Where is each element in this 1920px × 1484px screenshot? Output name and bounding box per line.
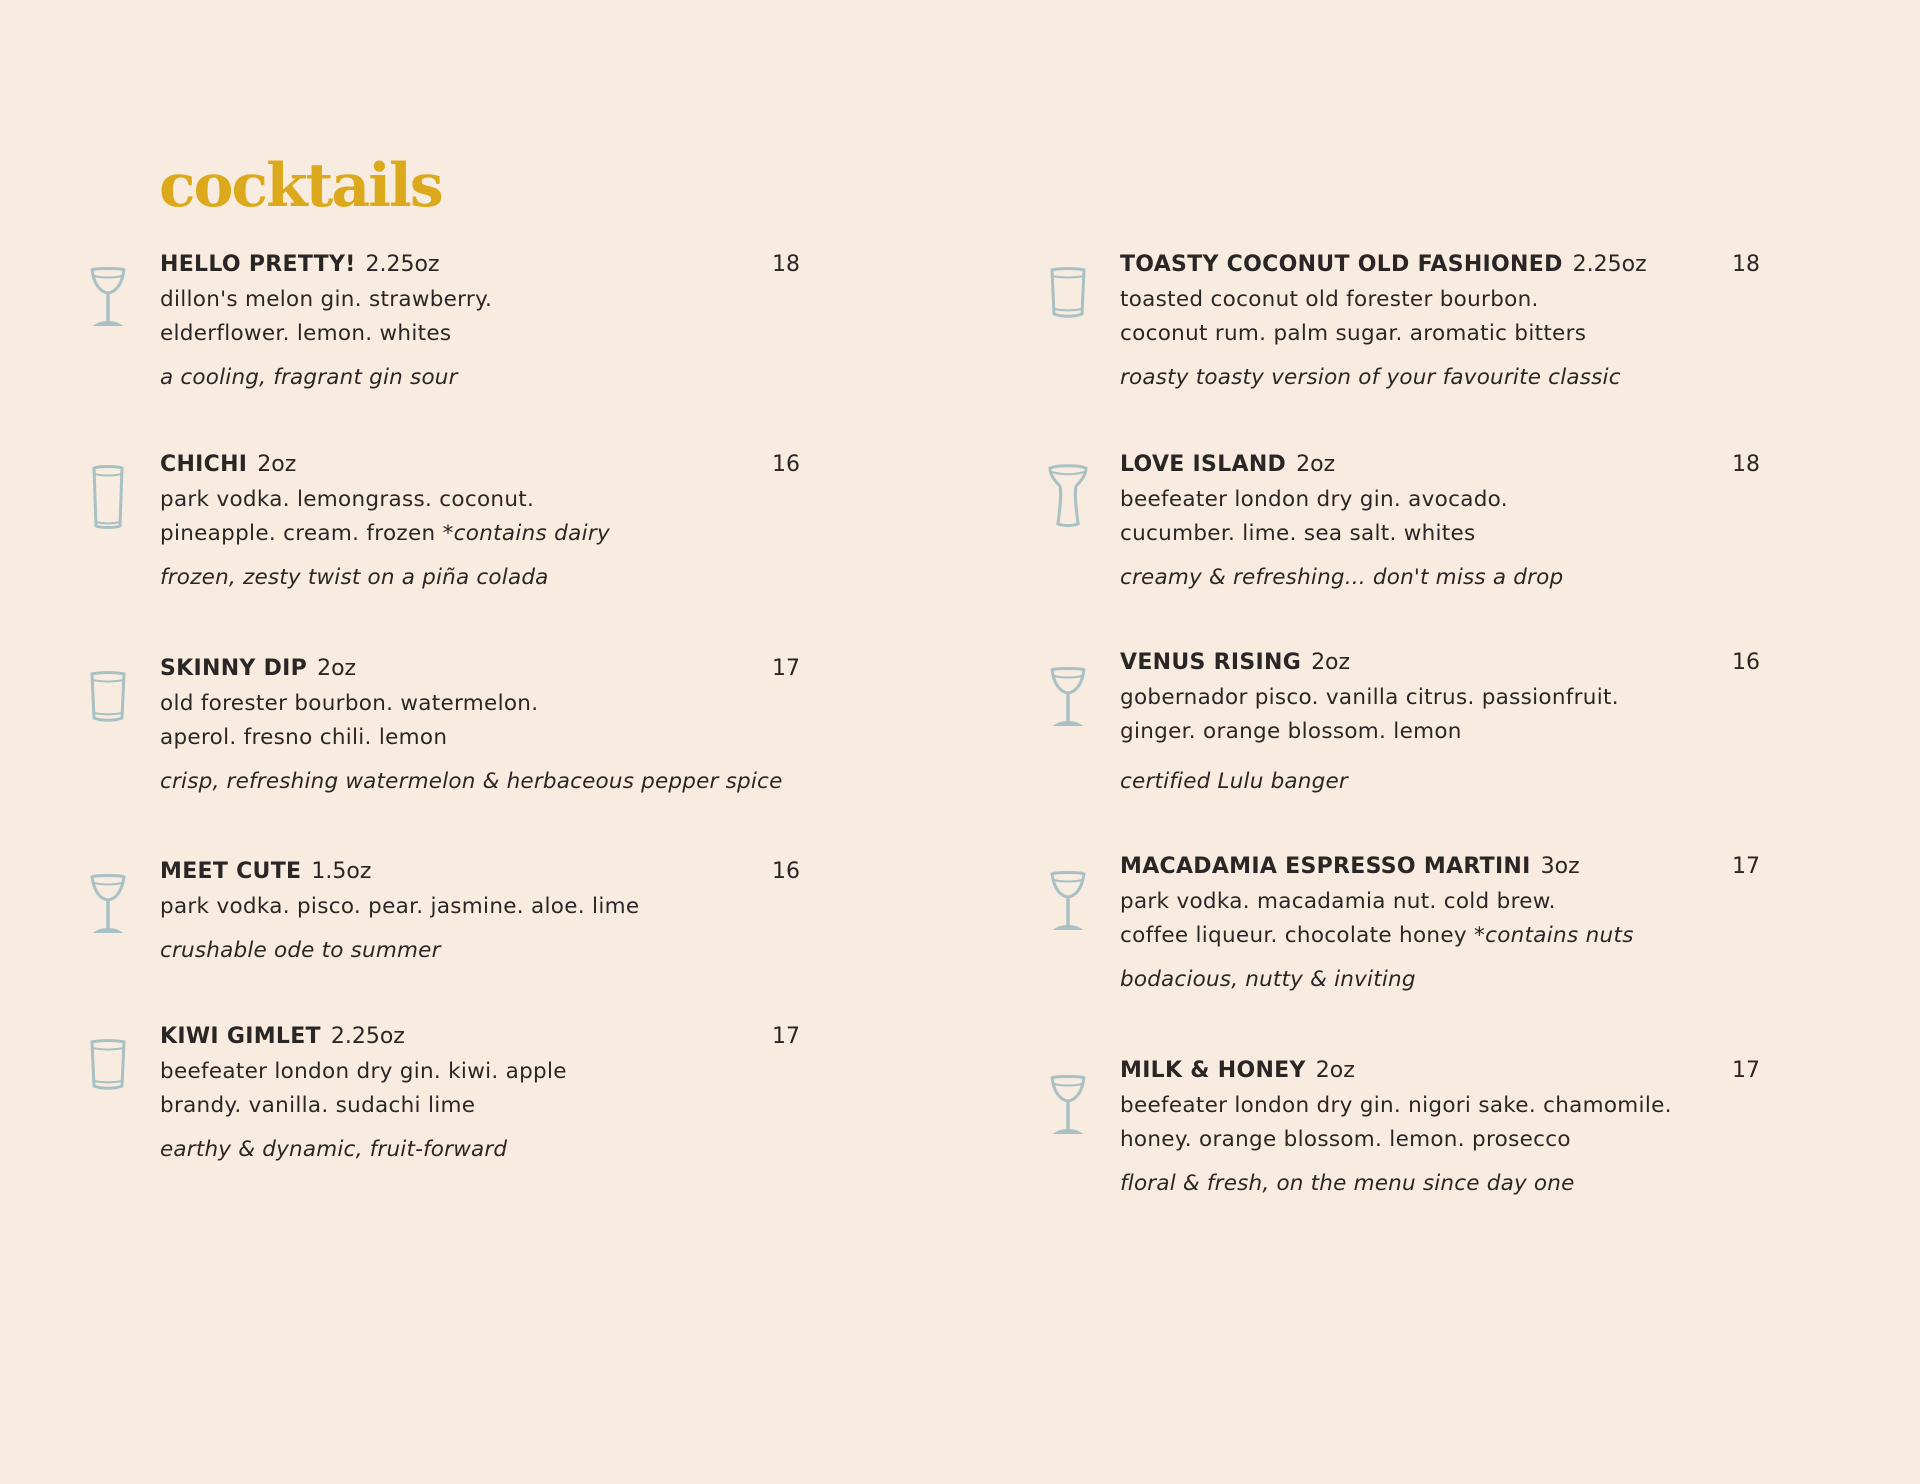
item-allergen-note: *contains dairy [442, 521, 611, 546]
item-allergen-note: *contains nuts [1474, 923, 1634, 948]
item-pour: 2oz [1296, 452, 1336, 477]
item-ingredients: beefeater london dry gin. kiwi. apple brandy. vanilla. sudachi lime [160, 1059, 567, 1118]
item-price: 17 [1732, 854, 1760, 879]
coupe-glass-icon [1046, 662, 1090, 732]
menu-item-macadamia-espresso-martini [1120, 850, 1760, 997]
menu-item-hello-pretty [160, 248, 800, 395]
menu-item-love-island [1120, 448, 1760, 595]
item-tagline: crisp, refreshing watermelon & herbaceous pepper spice [160, 769, 783, 794]
item-price: 18 [1732, 452, 1760, 477]
item-tagline: roasty toasty version of your favourite classic [1120, 365, 1621, 390]
item-tagline: bodacious, nutty & inviting [1120, 967, 1416, 992]
hurricane-glass-icon [1046, 462, 1090, 532]
item-ingredients: toasted coconut old forester bourbon. coconut rum. palm sugar. aromatic bitters [1120, 287, 1587, 346]
item-ingredients: dillon's melon gin. strawberry. elderflower. lemon. whites [160, 287, 493, 346]
menu-item-chichi [160, 448, 800, 595]
item-name: MEET CUTE [160, 859, 302, 884]
item-pour: 2.25oz [330, 1024, 405, 1049]
item-price: 16 [772, 859, 800, 884]
item-tagline: crushable ode to summer [160, 938, 441, 963]
rocks-glass-icon [86, 668, 130, 738]
item-ingredients: old forester bourbon. watermelon. aperol. fresno chili. lemon [160, 691, 539, 750]
item-name: TOASTY COCONUT OLD FASHIONED [1120, 252, 1563, 277]
item-name: MILK & HONEY [1120, 1058, 1306, 1083]
item-pour: 2oz [257, 452, 297, 477]
item-tagline: floral & fresh, on the menu since day one [1120, 1171, 1575, 1196]
menu-item-toasty-coconut-old-fashioned [1120, 248, 1760, 395]
rocks-glass-icon [86, 1036, 130, 1106]
item-name: LOVE ISLAND [1120, 452, 1287, 477]
item-name: SKINNY DIP [160, 656, 308, 681]
item-ingredients: beefeater london dry gin. nigori sake. chamomile. honey. orange blossom. lemon. prosecco [1120, 1093, 1672, 1152]
item-price: 16 [772, 452, 800, 477]
item-tagline: earthy & dynamic, fruit-forward [160, 1137, 508, 1162]
item-pour: 3oz [1540, 854, 1580, 879]
menu-item-venus-rising [1120, 646, 1760, 799]
item-price: 17 [772, 1024, 800, 1049]
item-tagline: certified Lulu banger [1120, 769, 1348, 794]
coupe-glass-icon [86, 262, 130, 332]
item-name: VENUS RISING [1120, 650, 1302, 675]
item-pour: 2oz [317, 656, 357, 681]
item-ingredients: park vodka. lemongrass. coconut. pineapple. cream. frozen *contains dairy [160, 487, 611, 546]
item-ingredients: park vodka. pisco. pear. jasmine. aloe. lime [160, 894, 640, 919]
item-tagline: creamy & refreshing... don't miss a drop [1120, 565, 1564, 590]
item-tagline: frozen, zesty twist on a piña colada [160, 565, 549, 590]
item-name: MACADAMIA ESPRESSO MARTINI [1120, 854, 1531, 879]
item-price: 18 [1732, 252, 1760, 277]
item-pour: 2oz [1311, 650, 1351, 675]
menu-item-milk-and-honey [1120, 1054, 1760, 1201]
menu-item-kiwi-gimlet [160, 1020, 800, 1167]
item-tagline: a cooling, fragrant gin sour [160, 365, 458, 390]
item-price: 16 [1732, 650, 1760, 675]
item-price: 17 [1732, 1058, 1760, 1083]
coupe-glass-icon [86, 869, 130, 939]
item-pour: 2.25oz [1572, 252, 1647, 277]
item-pour: 2.25oz [365, 252, 440, 277]
rocks-glass-icon [1046, 264, 1090, 334]
item-pour: 2oz [1315, 1058, 1355, 1083]
coupe-glass-icon [1046, 1070, 1090, 1140]
coupe-glass-icon [1046, 866, 1090, 936]
item-ingredients: park vodka. macadamia nut. cold brew. coffee liqueur. chocolate honey *contains nuts [1120, 889, 1634, 948]
item-pour: 1.5oz [311, 859, 372, 884]
menu-item-skinny-dip [160, 652, 800, 799]
menu-item-meet-cute [160, 855, 800, 968]
item-ingredients: gobernador pisco. vanilla citrus. passionfruit. ginger. orange blossom. lemon [1120, 685, 1619, 744]
item-name: CHICHI [160, 452, 248, 477]
item-ingredients: beefeater london dry gin. avocado. cucumber. lime. sea salt. whites [1120, 487, 1508, 546]
item-price: 18 [772, 252, 800, 277]
item-price: 17 [772, 656, 800, 681]
tall-glass-icon [86, 462, 130, 532]
menu-title: cocktails [159, 151, 442, 221]
item-name: KIWI GIMLET [160, 1024, 321, 1049]
item-name: HELLO PRETTY! [160, 252, 356, 277]
